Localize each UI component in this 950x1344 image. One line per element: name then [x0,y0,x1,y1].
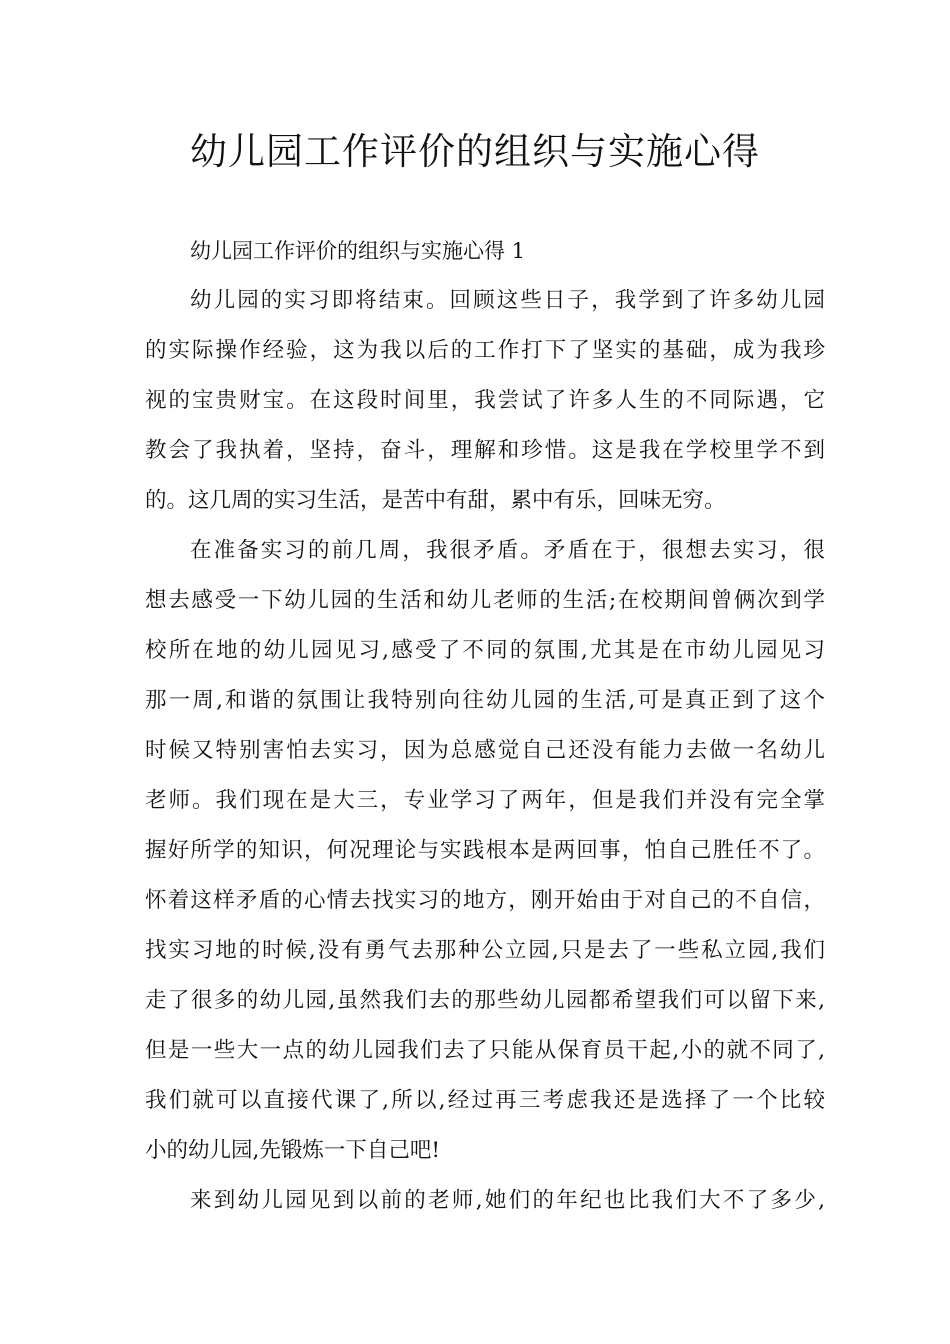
text-line: 时候又特别害怕去实习，因为总感觉自己还没有能力去做一名幼儿 [145,738,825,763]
text-line: 怀着这样矛盾的心情去找实习的地方，刚开始由于对自己的不自信， [145,888,825,913]
text-line: 但是一些大一点的幼儿园我们去了只能从保育员干起,小的就不同了, [145,1038,825,1063]
text-line: 校所在地的幼儿园见习,感受了不同的氛围,尤其是在市幼儿园见习 [145,638,825,663]
text-line: 的实际操作经验，这为我以后的工作打下了坚实的基础，成为我珍 [145,338,825,363]
text-line: 幼儿园的实习即将结束。回顾这些日子，我学到了许多幼儿园 [190,288,825,313]
text-line: 想去感受一下幼儿园的生活和幼儿老师的生活;在校期间曾俩次到学 [145,588,825,613]
text-line: 老师。我们现在是大三，专业学习了两年，但是我们并没有完全掌 [145,788,825,813]
text-line: 的。这几周的实习生活，是苦中有甜，累中有乐，回味无穷。 [145,488,726,513]
section-heading: 幼儿园工作评价的组织与实施心得 1 [190,239,526,263]
text-line: 走了很多的幼儿园,虽然我们去的那些幼儿园都希望我们可以留下来, [145,988,825,1013]
text-line: 来到幼儿园见到以前的老师,她们的年纪也比我们大不了多少, [190,1188,825,1213]
text-line: 那一周,和谐的氛围让我特别向往幼儿园的生活,可是真正到了这个 [145,688,825,713]
text-line: 找实习地的时候,没有勇气去那种公立园,只是去了一些私立园,我们 [145,938,825,963]
text-line: 我们就可以直接代课了,所以,经过再三考虑我还是选择了一个比较 [145,1088,825,1113]
text-line: 视的宝贵财宝。在这段时间里，我尝试了许多人生的不同际遇，它 [145,388,825,413]
text-line: 教会了我执着，坚持，奋斗，理解和珍惜。这是我在学校里学不到 [145,438,825,463]
text-line: 握好所学的知识，何况理论与实践根本是两回事，怕自己胜任不了。 [145,838,825,863]
document-title: 幼儿园工作评价的组织与实施心得 [190,130,760,173]
text-line: 在准备实习的前几周，我很矛盾。矛盾在于，很想去实习，很 [190,538,825,563]
text-line: 小的幼儿园,先锻炼一下自己吧! [145,1138,440,1163]
